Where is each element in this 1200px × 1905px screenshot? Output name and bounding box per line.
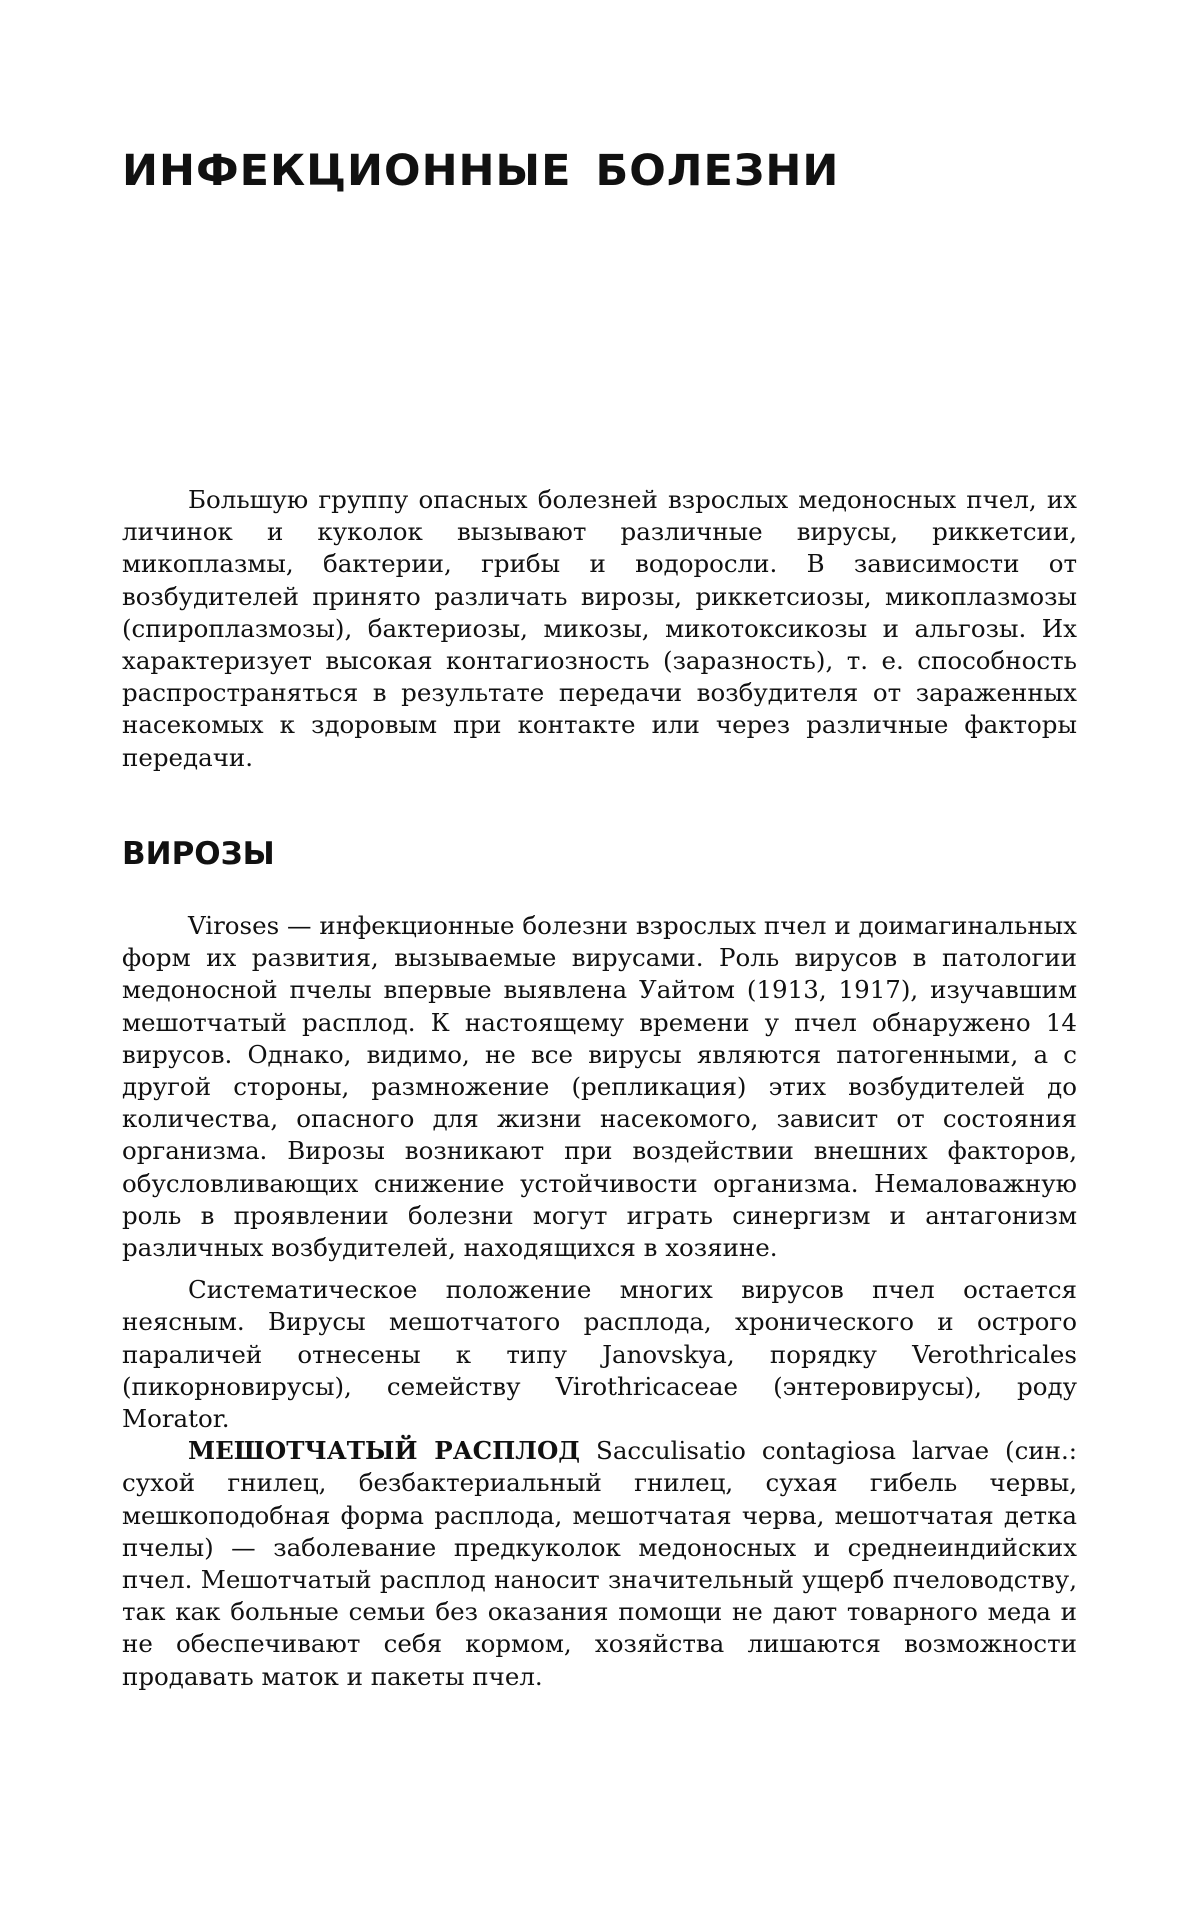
paragraph-viroses: Viroses — инфекционные болезни взрослых пчел и доимагинальных форм их развития, вызываемые вирусами. Роль вирусов в патологии медоносной пчелы впервые выявлена Уайтом (1913, 1917), изучавшим мешотчатый расплод. К настоящему времени у пчел обнаружено 14 вирусов. Однако, видимо, не все вирусы являются патогенными, а с другой стороны, размножение (репликация) этих возбудителей до количества, опасного для жизни насекомого, зависит от состояния организма. Вирозы возникают при воздействии внешних факторов, обусловливающих снижение устойчивости организма. Немаловажную роль в проявлении болезни могут играть синергизм и антагонизм различных возбудителей, находящихся в хозяине. — [122, 911, 1077, 1263]
chapter-title: ИНФЕКЦИОННЫЕ БОЛЕЗНИ — [122, 146, 840, 196]
intro-block — [122, 484, 1077, 774]
intro-paragraph: Большую группу опасных болезней взрослых медоносных пчел, их личинок и куколок вызывают различные вирусы, риккетсии, микоплазмы, бактерии, грибы и водоросли. В зависимости от возбудителей принято различать вирозы, риккетсиозы, микоплазмозы (спироплазмозы), бактериозы, микозы, микотоксикозы и альгозы. Их характеризует высокая контагиозность (заразность), т. е. способность распространяться в результате передачи возбудителя от зараженных насекомых к здоровым при контакте или через различные факторы передачи. — [122, 485, 1077, 772]
subsection-title: МЕШОТЧАТЫЙ РАСПЛОД — [188, 1436, 581, 1466]
paragraph-sacbrood — [122, 1435, 1077, 1693]
paragraph-systematics: Систематическое положение многих вирусов пчел остается неясным. Вирусы мешотчатого расплода, хронического и острого параличей отнесены к типу Janovskya, порядку Verothricales (пикорновирусы), семейству Virothricaceae (энтеровирусы), роду Morator. — [122, 1275, 1077, 1434]
subsection-text: Sacculisatio contagiosa larvae (син.: сухой гнилец, безбактериальный гнилец, сухая гибель червы, мешкоподобная форма расплода, мешотчатая черва, мешотчатая детка пчелы) — заболевание предкуколок медоносных и среднеиндийских пчел. Мешотчатый расплод наносит значительный ущерб пчеловодству, так как больные семьи без оказания помощи не дают товарного меда и не обеспечивают себя кормом, хозяйства лишаются возможности продавать маток и пакеты пчел. — [122, 1436, 1077, 1691]
section-title: ВИРОЗЫ — [122, 836, 275, 872]
section-body — [122, 910, 1077, 1693]
